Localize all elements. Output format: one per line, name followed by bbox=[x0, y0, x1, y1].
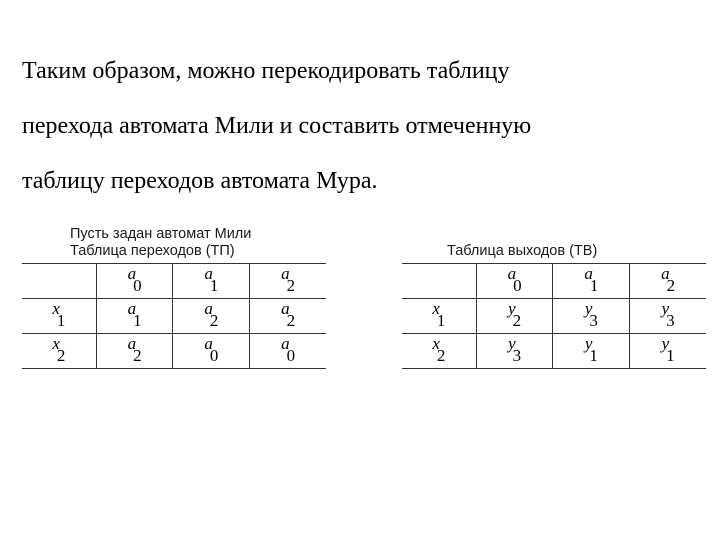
table-cell: y2 bbox=[476, 299, 553, 334]
row-header-cell: x1 bbox=[402, 299, 476, 334]
table-header-row bbox=[402, 264, 706, 299]
header-cell: a0 bbox=[96, 264, 173, 299]
transition-table-caption: Таблица переходов (ТП) bbox=[70, 243, 235, 259]
row-header-cell: x2 bbox=[22, 334, 96, 369]
table-cell: a0 bbox=[173, 334, 250, 369]
corner-cell bbox=[402, 264, 476, 299]
table-cell: a0 bbox=[250, 334, 326, 369]
table-cell: a2 bbox=[173, 299, 250, 334]
mealy-automaton-caption: Пусть задан автомат Мили bbox=[70, 226, 252, 242]
table-cell: a2 bbox=[250, 299, 326, 334]
header-cell: a2 bbox=[250, 264, 326, 299]
body-paragraph bbox=[22, 44, 702, 209]
table-cell: y3 bbox=[630, 299, 706, 334]
table-cell: y1 bbox=[553, 334, 630, 369]
corner-cell bbox=[22, 264, 96, 299]
table-row bbox=[402, 299, 706, 334]
table-cell: y3 bbox=[553, 299, 630, 334]
paragraph-line-1: Таким образом, можно перекодировать таблицу bbox=[22, 58, 510, 84]
table-cell: y3 bbox=[476, 334, 553, 369]
output-table bbox=[402, 263, 706, 369]
header-cell: a1 bbox=[553, 264, 630, 299]
paragraph-line-3: таблицу переходов автомата Мура. bbox=[22, 168, 378, 194]
table-cell: y1 bbox=[630, 334, 706, 369]
row-header-cell: x2 bbox=[402, 334, 476, 369]
table-row bbox=[402, 334, 706, 369]
header-cell: a0 bbox=[476, 264, 553, 299]
header-cell: a2 bbox=[630, 264, 706, 299]
header-cell: a1 bbox=[173, 264, 250, 299]
table-cell: a1 bbox=[96, 299, 173, 334]
row-header-cell: x1 bbox=[22, 299, 96, 334]
table-header-row bbox=[22, 264, 326, 299]
table-row bbox=[22, 299, 326, 334]
table-cell: a2 bbox=[96, 334, 173, 369]
output-table-caption: Таблица выходов (ТВ) bbox=[447, 243, 598, 259]
transition-table bbox=[22, 263, 326, 369]
paragraph-line-2: перехода автомата Мили и составить отмеченную bbox=[22, 113, 532, 139]
table-row bbox=[22, 334, 326, 369]
